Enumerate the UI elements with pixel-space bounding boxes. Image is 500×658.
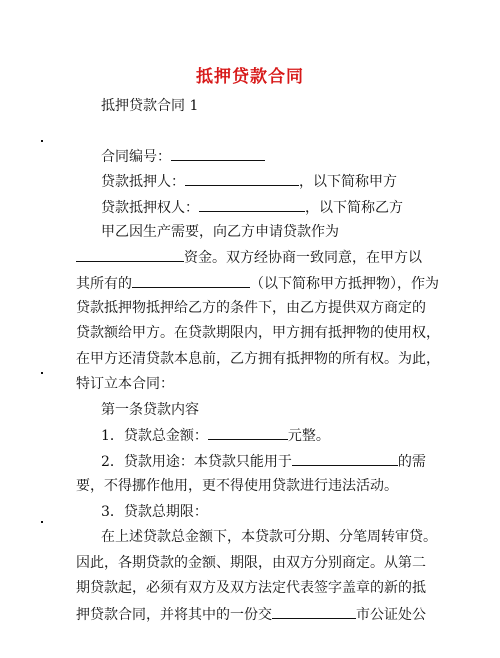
loan-purpose-blank — [292, 451, 398, 466]
paragraph-1-text-d: （以下简称甲方抵押物），作为 — [250, 276, 439, 292]
mortgagee-blank — [199, 197, 305, 212]
mortgagee-label: 贷款抵押权人： — [101, 200, 199, 216]
mortgagor-label: 贷款抵押人： — [101, 174, 185, 190]
paragraph-1-line-7: 特订立本合同： — [76, 376, 174, 392]
paragraph-1-line-6: 在甲方还清贷款本息前，乙方拥有抵押物的所有权。为此， — [76, 351, 440, 367]
paragraph-2-line-3: 期贷款起，必须有双方及双方法定代表签字盖章的新的抵 — [76, 580, 426, 596]
mortgagee-suffix: ，以下简称乙方 — [305, 200, 403, 216]
margin-mark — [41, 140, 43, 142]
paragraph-1-line-3 — [76, 273, 439, 294]
document-subtitle: 抵押贷款合同 1 — [101, 98, 199, 114]
collateral-blank — [132, 273, 250, 288]
contract-number-line — [101, 146, 265, 167]
paragraph-2-line-2: 因此，各期贷款的金额、期限，由双方分别商定。从第二 — [76, 555, 426, 571]
funds-purpose-blank — [76, 247, 184, 262]
item-2-line-2: 要，不得挪作他用，更不得使用贷款进行违法活动。 — [76, 478, 398, 494]
paragraph-1-line-5: 贷款额给甲方。在贷款期限内，甲方拥有抵押物的使用权， — [76, 325, 440, 341]
paragraph-1-text-c: 其所有的 — [76, 276, 132, 292]
item-2-suffix: 的需 — [397, 454, 426, 470]
margin-mark — [41, 372, 43, 374]
notary-city-blank — [272, 604, 356, 619]
item-1-line — [101, 425, 330, 446]
item-2-line-1 — [101, 451, 426, 472]
item-3-line: 3．贷款总期限： — [101, 504, 208, 520]
contract-number-blank — [171, 146, 265, 161]
mortgagee-line — [101, 197, 403, 218]
item-1-suffix: 元整。 — [287, 428, 330, 444]
paragraph-1-line-4: 贷款抵押物抵押给乙方的条件下，由乙方提供双方商定的 — [76, 300, 426, 316]
paragraph-1-line-2 — [76, 247, 422, 268]
mortgagor-line — [101, 171, 397, 192]
paragraph-1-line-1: 甲乙因生产需要，向乙方申请贷款作为 — [101, 224, 339, 240]
mortgagor-blank — [185, 171, 299, 186]
paragraph-2-text-d: 押贷款合同，并将其中的一份交 — [76, 607, 272, 623]
paragraph-2-text-e: 市公证处公 — [356, 607, 426, 623]
item-1-label: 1．贷款总金额： — [101, 428, 208, 444]
section-1-heading: 第一条贷款内容 — [101, 402, 199, 418]
paragraph-1-text-b: 资金。双方经协商一致同意，在甲方以 — [184, 250, 422, 266]
document-title: 抵押贷款合同 — [196, 67, 304, 87]
item-2-label: 2．贷款用途：本贷款只能用于 — [101, 454, 292, 470]
loan-amount-blank — [208, 425, 288, 440]
margin-mark — [41, 521, 43, 523]
contract-number-label: 合同编号： — [101, 149, 171, 165]
mortgagor-suffix: ，以下简称甲方 — [299, 174, 397, 190]
paragraph-2-line-4 — [76, 604, 426, 625]
paragraph-2-line-1: 在上述贷款总金额下，本贷款可分期、分笔周转审贷。 — [101, 529, 437, 545]
